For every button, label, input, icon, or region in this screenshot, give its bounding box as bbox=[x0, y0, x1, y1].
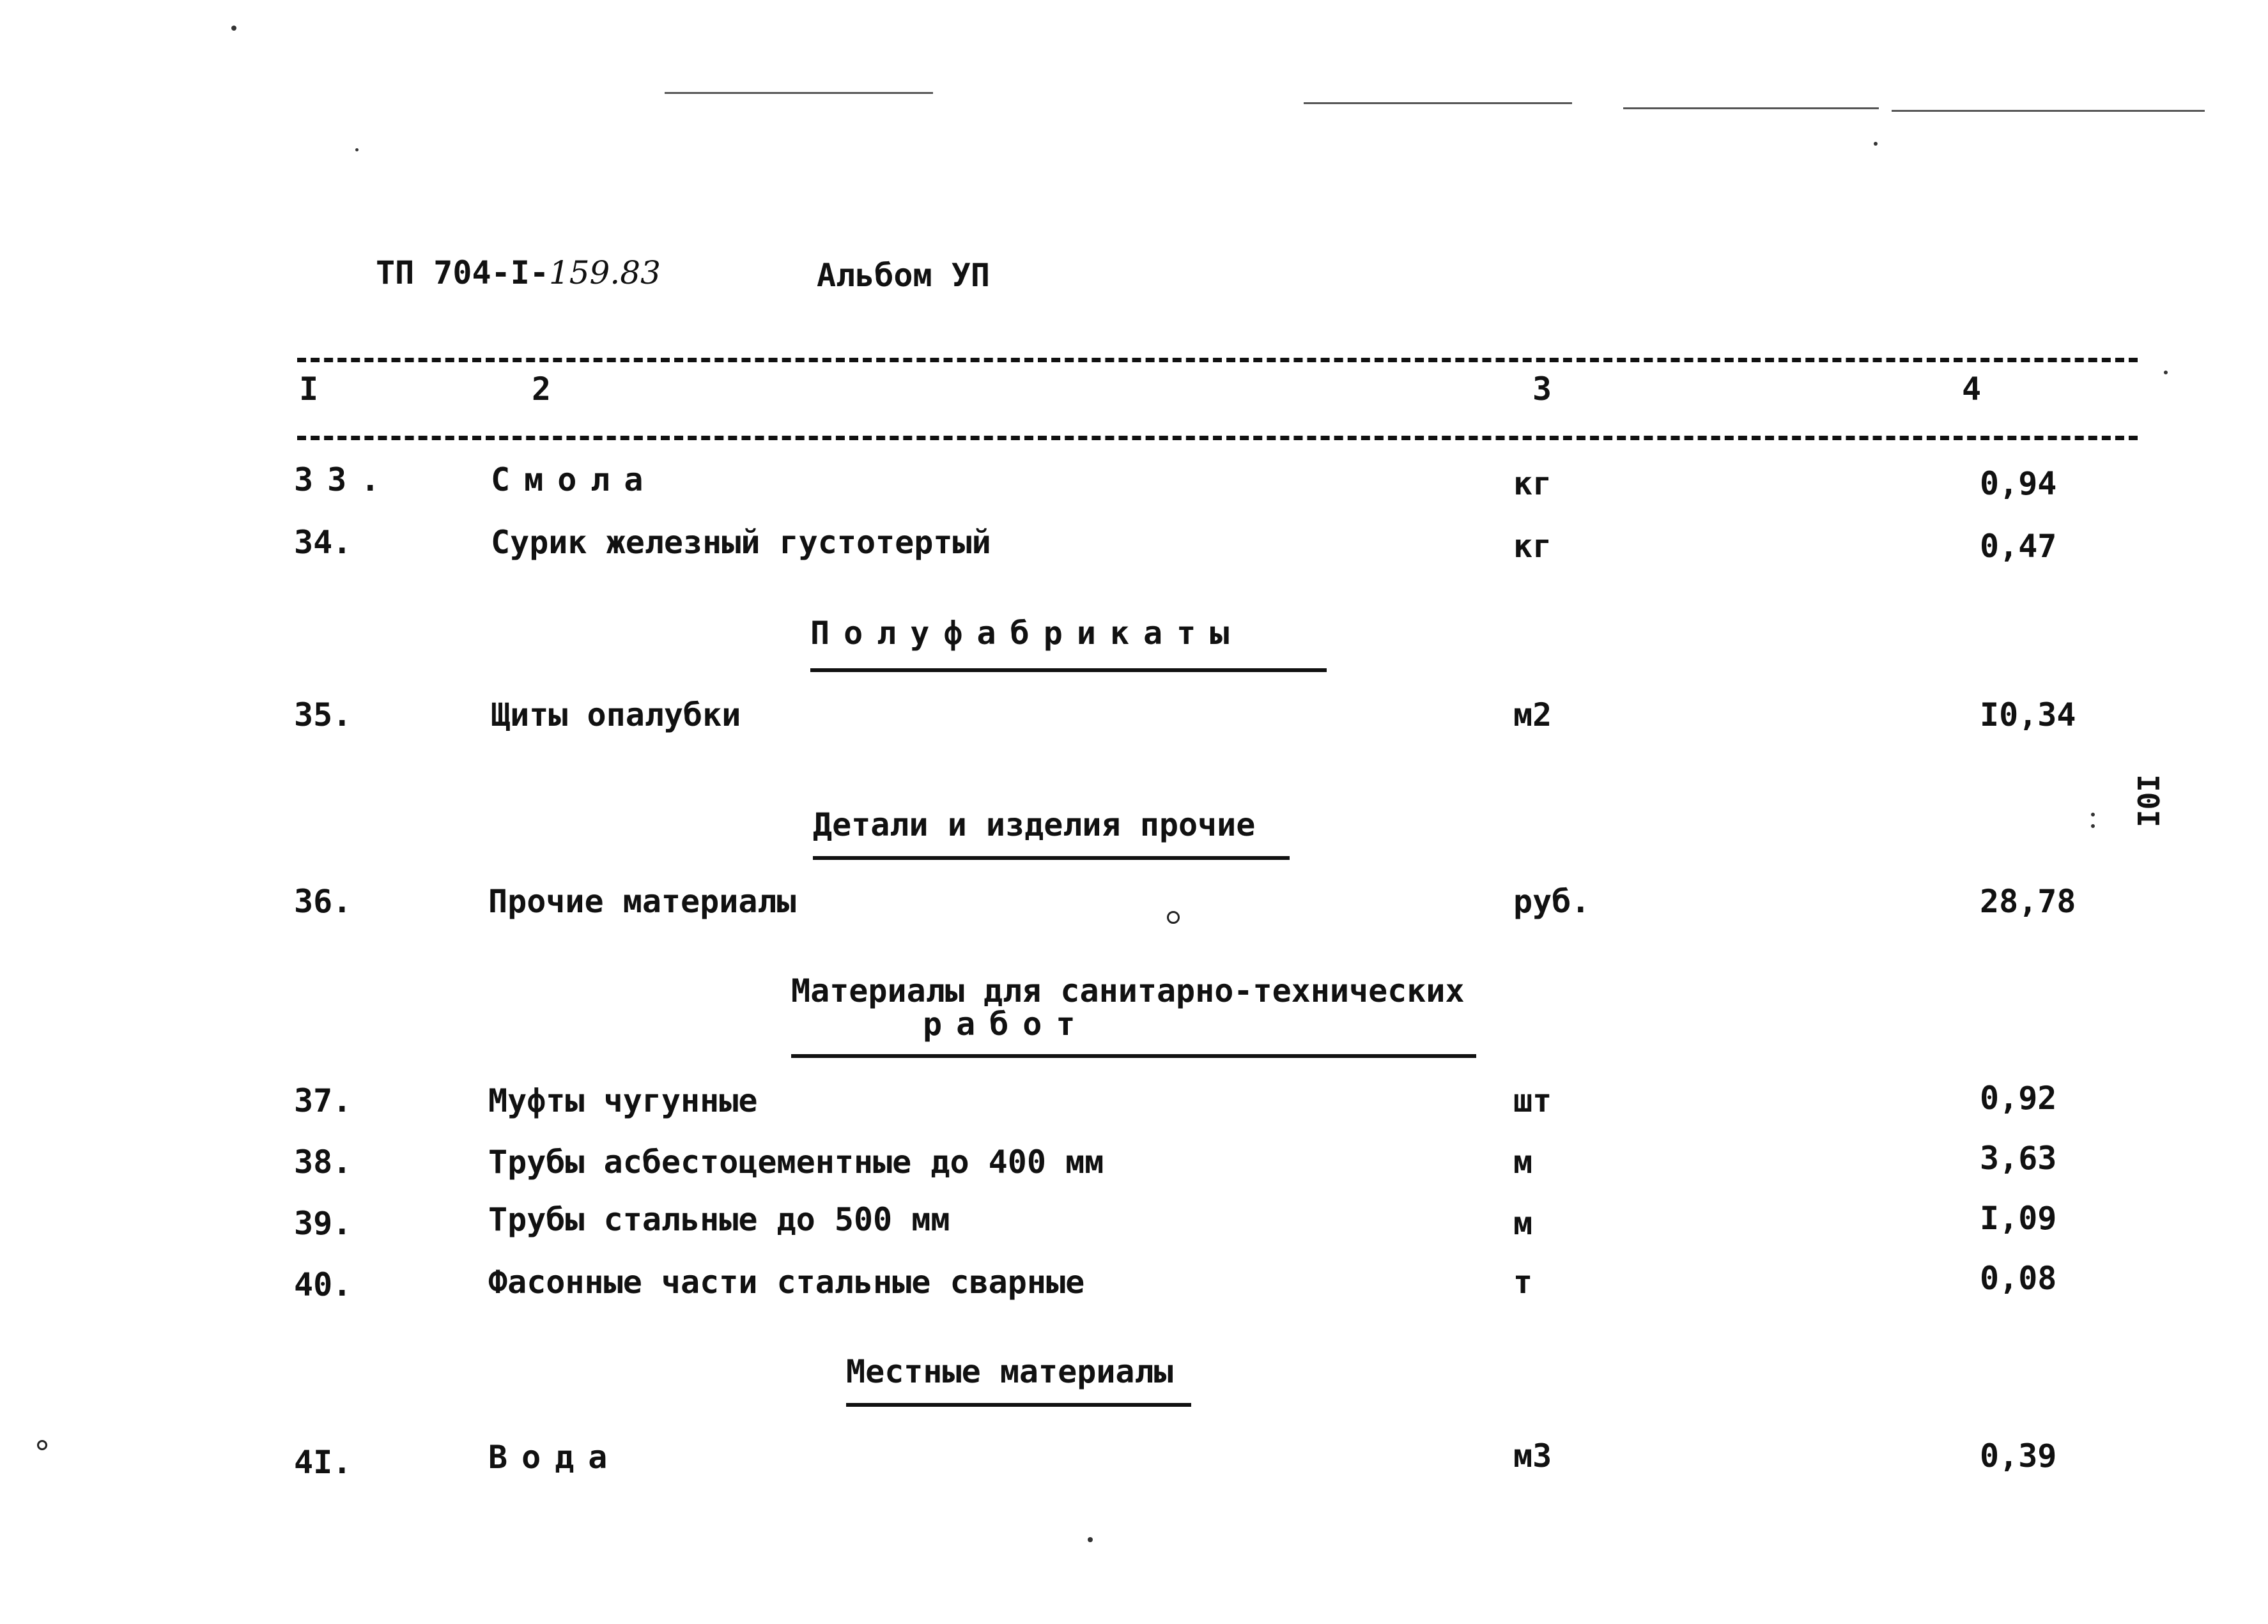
scan-stray-line bbox=[665, 92, 933, 94]
row-number: 35. bbox=[294, 696, 352, 733]
row-number: 39. bbox=[294, 1205, 352, 1242]
row-value: I,09 bbox=[1980, 1200, 2057, 1237]
scan-speck bbox=[355, 148, 359, 151]
row-unit: руб. bbox=[1513, 883, 1591, 920]
row-value: 3,63 bbox=[1980, 1140, 2057, 1177]
row-name: Муфты чугунные bbox=[488, 1082, 758, 1119]
row-value: 0,39 bbox=[1980, 1437, 2057, 1475]
section-underline bbox=[813, 856, 1290, 860]
row-value: 28,78 bbox=[1980, 883, 2076, 920]
row-unit: кг bbox=[1513, 528, 1552, 565]
section-underline bbox=[846, 1403, 1191, 1407]
scan-speck bbox=[1167, 911, 1180, 924]
row-value: 0,08 bbox=[1980, 1260, 2057, 1297]
scan-speck bbox=[2164, 371, 2168, 374]
row-unit: кг bbox=[1513, 465, 1552, 502]
doc-code-printed: ТП 704-I- bbox=[376, 254, 549, 291]
header-top-rule bbox=[297, 358, 2138, 362]
scan-speck bbox=[1874, 142, 1878, 146]
section-title: Детали и изделия прочие bbox=[813, 806, 1256, 843]
row-unit: м bbox=[1513, 1205, 1533, 1242]
row-unit: м3 bbox=[1513, 1437, 1552, 1475]
row-name: Прочие материалы bbox=[488, 883, 796, 920]
section-title-line1: Материалы для санитарно-технических bbox=[791, 972, 1465, 1009]
column-header-3: 3 bbox=[1532, 371, 1552, 408]
column-header-2: 2 bbox=[532, 371, 552, 408]
scan-speck bbox=[1088, 1537, 1093, 1542]
section-title-line2: работ bbox=[923, 1006, 1090, 1043]
doc-code-handwritten: 159.83 bbox=[548, 254, 661, 291]
album-label: Альбом УП bbox=[817, 257, 990, 294]
row-number: 33. bbox=[294, 461, 394, 498]
row-number: 37. bbox=[294, 1082, 352, 1119]
row-value: I0,34 bbox=[1980, 696, 2076, 733]
scan-speck bbox=[37, 1440, 47, 1450]
row-number: 40. bbox=[294, 1266, 352, 1303]
row-name: Сурик железный густотертый bbox=[491, 524, 991, 561]
row-value: 0,47 bbox=[1980, 528, 2057, 565]
column-header-4: 4 bbox=[1962, 371, 1982, 408]
section-title: Полуфабрикаты bbox=[810, 615, 1244, 652]
scan-stray-line bbox=[1623, 107, 1879, 109]
section-title: Местные материалы bbox=[846, 1353, 1173, 1390]
row-name: Фасонные части стальные сварные bbox=[488, 1264, 1085, 1301]
scan-stray-line bbox=[1892, 110, 2205, 112]
doc-code bbox=[376, 254, 661, 291]
row-value: 0,92 bbox=[1980, 1080, 2057, 1117]
scan-speck bbox=[231, 26, 236, 31]
row-value: 0,94 bbox=[1980, 465, 2057, 502]
scan-stray-line bbox=[1304, 102, 1572, 104]
row-number: 34. bbox=[294, 524, 352, 561]
scan-speck bbox=[2091, 824, 2095, 828]
row-unit: м2 bbox=[1513, 696, 1552, 733]
row-number: 38. bbox=[294, 1144, 352, 1181]
row-unit: м bbox=[1513, 1144, 1533, 1181]
row-name: Вода bbox=[488, 1439, 622, 1476]
scan-speck bbox=[2091, 813, 2095, 816]
row-name: Смола bbox=[491, 461, 658, 498]
row-unit: шт bbox=[1513, 1082, 1552, 1119]
header-bottom-rule bbox=[297, 436, 2138, 440]
row-number: 4I. bbox=[294, 1444, 352, 1481]
section-underline bbox=[810, 668, 1327, 672]
row-name: Трубы стальные до 500 мм bbox=[488, 1201, 950, 1238]
section-underline bbox=[791, 1054, 1476, 1058]
row-number: 36. bbox=[294, 883, 352, 920]
page-number: I0I bbox=[2131, 774, 2165, 828]
row-name: Трубы асбестоцементные до 400 мм bbox=[488, 1144, 1104, 1181]
row-name: Щиты опалубки bbox=[491, 696, 741, 733]
column-header-1: I bbox=[299, 371, 319, 408]
row-unit: т bbox=[1513, 1264, 1533, 1301]
